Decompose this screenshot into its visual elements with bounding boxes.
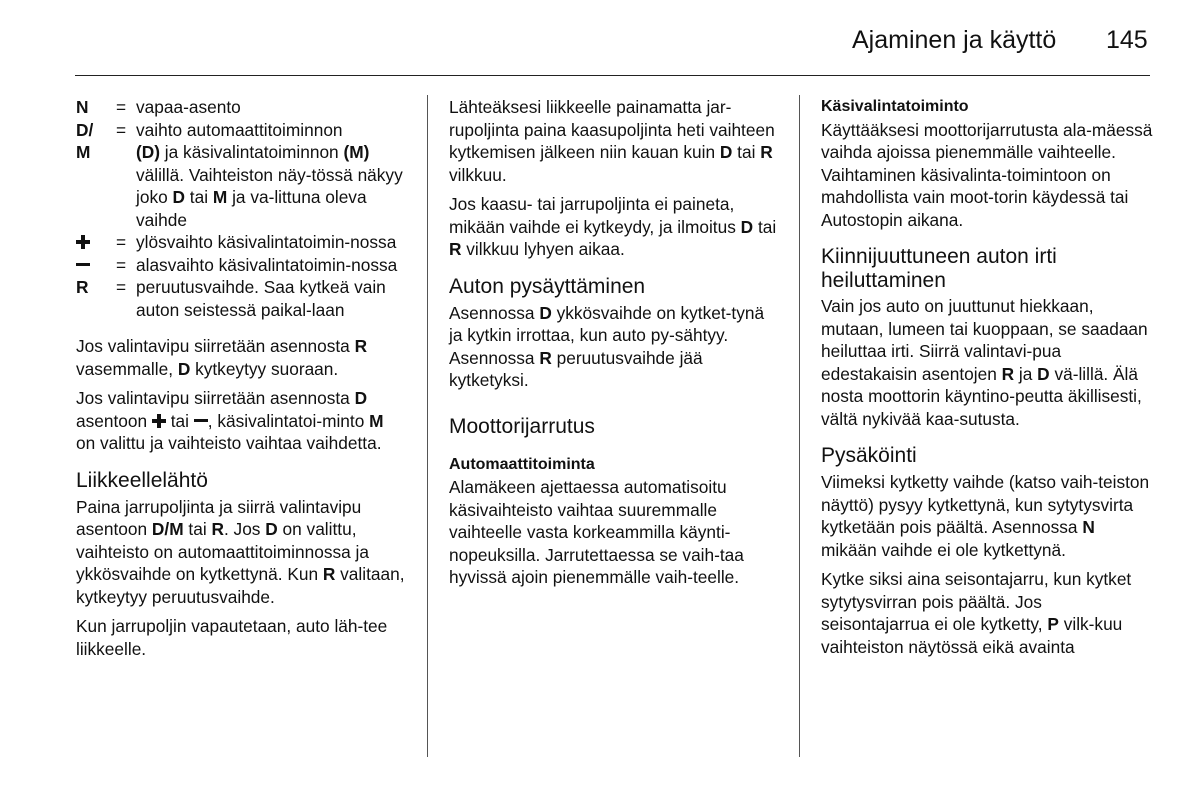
paragraph: Asennossa D ykkösvaihde on kytket-tynä ja kytkin irrottaa, kun auto py-sähtyy. Asennossa R peruutusvaihde jää kytketyksi. bbox=[449, 302, 765, 390]
legend-row bbox=[76, 141, 406, 231]
legend-key: D/ bbox=[76, 119, 94, 140]
legend-text: vapaa-asento bbox=[136, 97, 241, 117]
legend-equals: = bbox=[116, 232, 127, 252]
legend-text bbox=[136, 141, 406, 231]
paragraph: Viimeksi kytketty vaihde (katso vaih-teiston näyttö) pysyy kytkettynä, kun sytytysvirta kytketään pois päältä. Asennossa N mikään vaihde ei ole kytkettynä. bbox=[821, 472, 1150, 560]
paragraph: Vain jos auto on juuttunut hiekkaan, mutaan, lumeen tai kuoppaan, se saadaan heiluttaa irti. Siirrä valintavi-pua edestakaisin asentojen R ja D vä-lillä. Älä nosta moottorin käyntino-peutta äkillisesti, vältä nykivää kaa-sutusta. bbox=[821, 296, 1148, 429]
gear-letter: (M) bbox=[343, 142, 370, 162]
legend-key: N bbox=[76, 97, 89, 117]
plus-icon bbox=[152, 414, 166, 428]
legend-text: vaihto automaattitoiminnon bbox=[136, 119, 343, 140]
page-number: 145 bbox=[1106, 26, 1148, 54]
legend-equals: = bbox=[116, 254, 127, 275]
gear-letter: (D) bbox=[136, 142, 160, 162]
paragraph: Jos kaasu- tai jarrupoljinta ei paineta, mikään vaihde ei kytkeydy, ja ilmoitus D tai R vilkkuu lyhyen aikaa. bbox=[449, 194, 777, 259]
legend-row bbox=[76, 119, 406, 142]
subsection-heading: Käsivalintatoiminto bbox=[821, 98, 969, 115]
gear-letter: D bbox=[172, 187, 185, 207]
paragraph: Kytke siksi aina seisontajarru, kun kytket sytytysvirran pois päältä. Jos seisontajarrua ei ole kytketty, P vilk-kuu vaihteiston näytössä eikä avainta bbox=[821, 569, 1132, 657]
minus-icon bbox=[76, 258, 90, 272]
legend-equals: = bbox=[116, 119, 127, 140]
paragraph: Käyttääksesi moottorijarrutusta ala-mäessä vaihda ajoissa pienemmälle vaihteelle. Vaihtaminen käsivalinta-toimintoon on mahdollista vain moot-torin käydessä tai Autostopin aikana. bbox=[821, 119, 1153, 230]
text: välillä. Vaihteiston näy-tössä näkyy joko bbox=[136, 164, 403, 207]
column-divider bbox=[427, 95, 428, 757]
legend-text: peruutusvaihde. Saa kytkeä vain auton seistessä paikal-laan bbox=[136, 277, 386, 320]
section-heading: Auton pysäyttäminen bbox=[449, 274, 646, 298]
legend-equals: = bbox=[116, 277, 127, 297]
legend-row bbox=[76, 96, 406, 119]
section-heading: Liikkeellelähtö bbox=[76, 468, 208, 492]
section-heading: Moottorijarrutus bbox=[449, 414, 595, 438]
legend-text: ylösvaihto käsivalintatoimin-nossa bbox=[136, 232, 397, 252]
column-2 bbox=[449, 96, 779, 596]
section-heading: Pysäköinti bbox=[821, 444, 917, 467]
legend-row bbox=[76, 231, 406, 254]
legend-text: alasvaihto käsivalintatoimin-nossa bbox=[136, 254, 398, 275]
column-divider bbox=[799, 95, 800, 757]
header-rule bbox=[75, 75, 1150, 76]
text: ja käsivalintatoiminnon bbox=[160, 142, 344, 162]
section-heading: Kiinnijuuttuneen auton irti heiluttaminen bbox=[821, 245, 1057, 292]
legend-key: M bbox=[76, 142, 91, 162]
paragraph: Alamäkeen ajettaessa automatisoitu käsivaihteisto vaihtaa suuremmalle vaihteelle vasta korkeammilla käynti-nopeuksilla. Jarrutettaessa se vaih-taa hyvissä ajoin pienemmälle vaih-teelle. bbox=[449, 477, 744, 587]
legend-row bbox=[76, 276, 406, 321]
legend-key: R bbox=[76, 277, 89, 297]
legend-equals: = bbox=[116, 97, 127, 117]
legend-row bbox=[76, 254, 406, 277]
plus-icon bbox=[76, 235, 90, 249]
paragraph: Kun jarrupoljin vapautetaan, auto läh-tee liikkeelle. bbox=[76, 616, 388, 659]
text: ja va-littuna oleva vaihde bbox=[136, 187, 367, 230]
paragraph: Paina jarrupoljinta ja siirrä valintavipu asentoon D/M tai R. Jos D on valittu, vaihteisto on automaattitoiminnossa ja ykkösvaihde on kytkettynä. Kun R valitaan, kytkeytyy peruutusvaihde. bbox=[76, 496, 405, 607]
paragraph: Lähteäksesi liikkeelle painamatta jar-rupoljinta paina kaasupoljinta heti vaihteen kytkemisen jälkeen niin kauan kuin D tai R vilkkuu. bbox=[449, 97, 775, 185]
paragraph: Jos valintavipu siirretään asennosta R vasemmalle, D kytkeytyy suoraan. bbox=[76, 336, 368, 379]
gear-letter: M bbox=[212, 187, 228, 207]
paragraph: Jos valintavipu siirretään asennosta D asentoon tai , käsivalintatoi-minto M on valittu ja vaihteisto vaihtaa vaihdetta. bbox=[76, 388, 384, 453]
column-3 bbox=[821, 96, 1153, 665]
minus-icon bbox=[194, 414, 208, 428]
gear-legend bbox=[76, 96, 406, 321]
text: tai bbox=[185, 187, 213, 207]
column-1 bbox=[76, 96, 406, 667]
header-title: Ajaminen ja käyttö bbox=[852, 26, 1057, 54]
subsection-heading: Automaattitoiminta bbox=[449, 455, 595, 473]
